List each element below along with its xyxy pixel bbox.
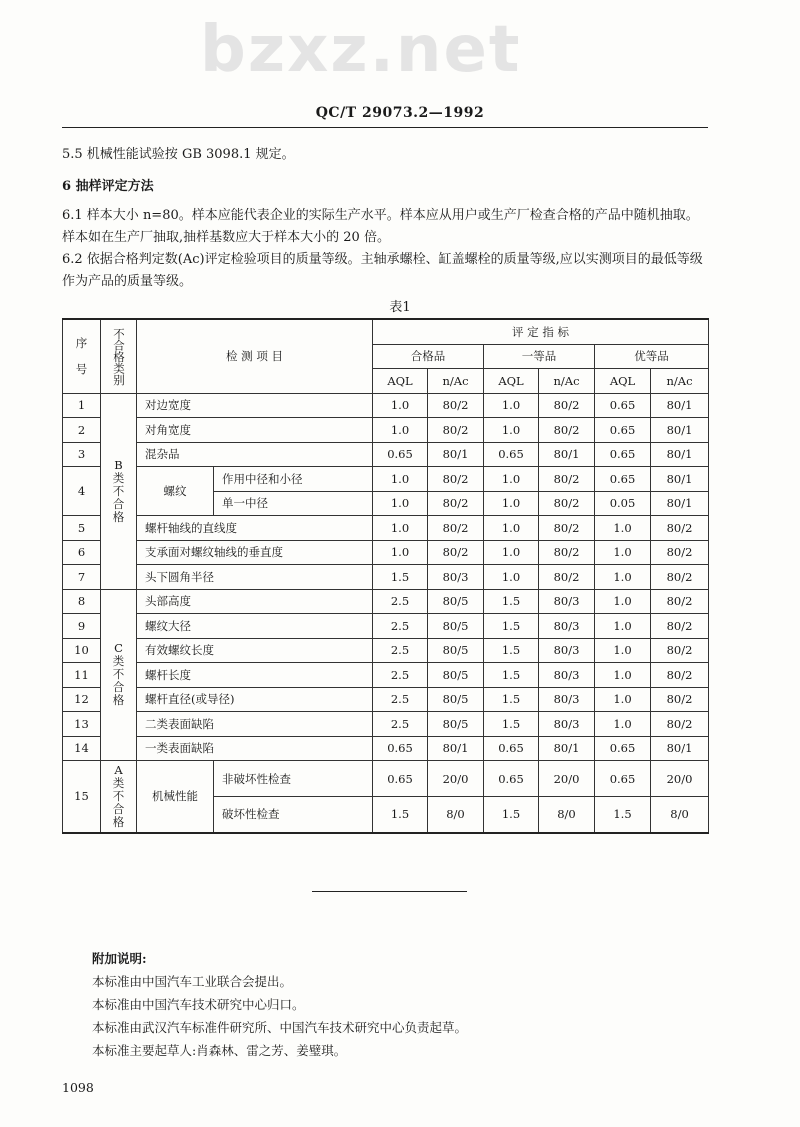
aql-value: 0.05 xyxy=(595,491,651,516)
nac-value: 80/3 xyxy=(428,565,484,590)
nac-value: 80/3 xyxy=(539,638,595,663)
row-number: 14 xyxy=(63,736,101,761)
nac-value: 80/1 xyxy=(651,393,709,418)
table-row xyxy=(63,614,709,639)
aql-value: 1.0 xyxy=(484,467,539,492)
row-number: 7 xyxy=(63,565,101,590)
aql-value: 2.5 xyxy=(373,638,428,663)
aql-value: 1.5 xyxy=(484,687,539,712)
header-item: 检 测 项 目 xyxy=(137,319,373,393)
aql-value: 2.5 xyxy=(373,712,428,737)
row-number: 15 xyxy=(63,761,101,833)
row-number: 1 xyxy=(63,393,101,418)
item-name: 作用中径和小径 xyxy=(214,467,373,492)
aql-value: 1.0 xyxy=(595,516,651,541)
nac-value: 80/1 xyxy=(651,442,709,467)
nac-value: 80/2 xyxy=(651,540,709,565)
aql-value: 0.65 xyxy=(595,418,651,443)
nac-value: 80/2 xyxy=(428,516,484,541)
header-nac: n/Ac xyxy=(539,369,595,394)
header-aql: AQL xyxy=(373,369,428,394)
note-line: 本标准主要起草人:肖森林、雷之芳、姜璧琪。 xyxy=(92,1043,347,1058)
aql-value: 0.65 xyxy=(595,761,651,797)
table-row xyxy=(63,589,709,614)
aql-value: 1.0 xyxy=(595,589,651,614)
aql-value: 1.0 xyxy=(595,663,651,688)
nac-value: 80/2 xyxy=(428,467,484,492)
aql-value: 1.0 xyxy=(595,712,651,737)
table-row xyxy=(63,442,709,467)
table-row xyxy=(63,712,709,737)
header-grade: 合格品 xyxy=(373,344,484,369)
nac-value: 80/2 xyxy=(651,565,709,590)
aql-value: 1.0 xyxy=(373,467,428,492)
clause-5-5: 5.5 机械性能试验按 GB 3098.1 规定。 xyxy=(62,147,295,162)
item-name: 螺杆长度 xyxy=(137,663,373,688)
section-6-heading: 6 抽样评定方法 xyxy=(62,179,154,194)
nac-value: 80/2 xyxy=(539,393,595,418)
aql-value: 1.0 xyxy=(373,491,428,516)
row-number: 6 xyxy=(63,540,101,565)
nac-value: 80/2 xyxy=(651,614,709,639)
aql-value: 1.0 xyxy=(595,540,651,565)
item-name: 螺纹大径 xyxy=(137,614,373,639)
aql-value: 1.5 xyxy=(484,614,539,639)
aql-value: 1.5 xyxy=(484,712,539,737)
note-line: 本标准由武汉汽车标准件研究所、中国汽车技术研究中心负责起草。 xyxy=(92,1020,468,1035)
clause-6-1: 6.1 样本大小 n=80。样本应能代表企业的实际生产水平。样本应从用户或生产厂检查合格的产品中随机抽取。样本如在生产厂抽取,抽样基数应大于样本大小的 20 倍。 xyxy=(62,208,699,245)
aql-value: 1.0 xyxy=(373,393,428,418)
row-number: 2 xyxy=(63,418,101,443)
aql-value: 2.5 xyxy=(373,687,428,712)
table-row xyxy=(63,467,709,492)
aql-value: 1.5 xyxy=(484,638,539,663)
aql-value: 1.0 xyxy=(595,687,651,712)
row-number: 3 xyxy=(63,442,101,467)
aql-value: 1.0 xyxy=(595,638,651,663)
aql-value: 1.0 xyxy=(373,418,428,443)
item-name: 二类表面缺陷 xyxy=(137,712,373,737)
row-number: 12 xyxy=(63,687,101,712)
nac-value: 80/2 xyxy=(651,638,709,663)
nac-value: 80/2 xyxy=(651,687,709,712)
item-name: 破坏性检查 xyxy=(214,797,373,833)
aql-value: 1.0 xyxy=(484,418,539,443)
aql-value: 0.65 xyxy=(595,393,651,418)
nac-value: 80/2 xyxy=(539,418,595,443)
category-label: C 类 不 合 格 xyxy=(101,589,137,761)
category-label: A 类 不 合 格 xyxy=(101,761,137,833)
aql-value: 1.5 xyxy=(484,663,539,688)
aql-value: 1.0 xyxy=(484,491,539,516)
nac-value: 80/1 xyxy=(651,418,709,443)
table-row xyxy=(63,516,709,541)
header-nac: n/Ac xyxy=(428,369,484,394)
aql-value: 1.5 xyxy=(484,797,539,833)
nac-value: 80/2 xyxy=(539,565,595,590)
nac-value: 80/2 xyxy=(651,712,709,737)
aql-value: 1.0 xyxy=(373,540,428,565)
header-seq: 序 号 xyxy=(63,319,101,393)
aql-value: 2.5 xyxy=(373,589,428,614)
nac-value: 80/1 xyxy=(651,467,709,492)
row-number: 8 xyxy=(63,589,101,614)
nac-value: 20/0 xyxy=(539,761,595,797)
nac-value: 80/1 xyxy=(539,442,595,467)
nac-value: 80/3 xyxy=(539,589,595,614)
item-name: 对角宽度 xyxy=(137,418,373,443)
item-name: 头下圆角半径 xyxy=(137,565,373,590)
item-name: 单一中径 xyxy=(214,491,373,516)
aql-value: 1.5 xyxy=(484,589,539,614)
aql-value: 1.5 xyxy=(595,797,651,833)
aql-value: 0.65 xyxy=(484,761,539,797)
nac-value: 8/0 xyxy=(539,797,595,833)
aql-value: 1.0 xyxy=(373,516,428,541)
table-caption: 表1 xyxy=(389,300,411,315)
item-group: 机械性能 xyxy=(137,761,214,833)
sampling-table xyxy=(62,318,709,834)
aql-value: 1.0 xyxy=(595,565,651,590)
nac-value: 80/3 xyxy=(539,614,595,639)
item-name: 有效螺纹长度 xyxy=(137,638,373,663)
nac-value: 80/1 xyxy=(428,736,484,761)
aql-value: 0.65 xyxy=(373,442,428,467)
note-line: 本标准由中国汽车工业联合会提出。 xyxy=(92,974,293,989)
nac-value: 8/0 xyxy=(428,797,484,833)
table-row xyxy=(63,736,709,761)
aql-value: 0.65 xyxy=(373,736,428,761)
aql-value: 0.65 xyxy=(484,442,539,467)
aql-value: 0.65 xyxy=(595,736,651,761)
row-number: 13 xyxy=(63,712,101,737)
header-grade: 一等品 xyxy=(484,344,595,369)
table-row xyxy=(63,418,709,443)
aql-value: 2.5 xyxy=(373,614,428,639)
nac-value: 80/5 xyxy=(428,589,484,614)
row-number: 10 xyxy=(63,638,101,663)
nac-value: 80/2 xyxy=(539,467,595,492)
row-number: 9 xyxy=(63,614,101,639)
row-number: 11 xyxy=(63,663,101,688)
category-label: B 类 不 合 格 xyxy=(101,393,137,589)
item-name: 头部高度 xyxy=(137,589,373,614)
item-name: 支承面对螺纹轴线的垂直度 xyxy=(137,540,373,565)
nac-value: 80/5 xyxy=(428,663,484,688)
table-row xyxy=(63,540,709,565)
table-row xyxy=(63,663,709,688)
nac-value: 80/2 xyxy=(651,663,709,688)
item-name: 对边宽度 xyxy=(137,393,373,418)
nac-value: 80/2 xyxy=(428,393,484,418)
nac-value: 20/0 xyxy=(651,761,709,797)
nac-value: 20/0 xyxy=(428,761,484,797)
aql-value: 1.5 xyxy=(373,797,428,833)
page-number: 1098 xyxy=(62,1080,94,1095)
nac-value: 80/2 xyxy=(428,418,484,443)
header-evaluation: 评 定 指 标 xyxy=(373,319,709,344)
standard-number: QC/T 29073.2—1992 xyxy=(315,105,485,121)
aql-value: 2.5 xyxy=(373,663,428,688)
notes-title: 附加说明: xyxy=(92,951,147,966)
table-row xyxy=(63,565,709,590)
header-rule xyxy=(62,127,708,128)
item-name: 一类表面缺陷 xyxy=(137,736,373,761)
nac-value: 80/3 xyxy=(539,687,595,712)
aql-value: 1.0 xyxy=(484,565,539,590)
aql-value: 1.0 xyxy=(484,516,539,541)
nac-value: 80/2 xyxy=(651,589,709,614)
item-group: 螺纹 xyxy=(137,467,214,516)
table-row xyxy=(63,393,709,418)
row-number: 5 xyxy=(63,516,101,541)
nac-value: 80/5 xyxy=(428,687,484,712)
nac-value: 8/0 xyxy=(651,797,709,833)
table-row xyxy=(63,761,709,797)
watermark: bzxz.net xyxy=(200,13,522,87)
end-rule xyxy=(312,891,467,892)
nac-value: 80/2 xyxy=(539,516,595,541)
nac-value: 80/1 xyxy=(651,491,709,516)
header-aql: AQL xyxy=(484,369,539,394)
item-name: 混杂品 xyxy=(137,442,373,467)
nac-value: 80/1 xyxy=(651,736,709,761)
header-category: 不合格类别 xyxy=(101,319,137,393)
nac-value: 80/3 xyxy=(539,663,595,688)
nac-value: 80/1 xyxy=(428,442,484,467)
nac-value: 80/2 xyxy=(651,516,709,541)
item-name: 螺杆直径(或导径) xyxy=(137,687,373,712)
aql-value: 1.0 xyxy=(484,540,539,565)
note-line: 本标准由中国汽车技术研究中心归口。 xyxy=(92,997,305,1012)
nac-value: 80/2 xyxy=(428,491,484,516)
nac-value: 80/2 xyxy=(539,540,595,565)
row-number: 4 xyxy=(63,467,101,516)
table-row xyxy=(63,687,709,712)
aql-value: 1.0 xyxy=(595,614,651,639)
table-row xyxy=(63,638,709,663)
nac-value: 80/5 xyxy=(428,614,484,639)
aql-value: 0.65 xyxy=(484,736,539,761)
header-grade: 优等品 xyxy=(595,344,709,369)
nac-value: 80/3 xyxy=(539,712,595,737)
item-name: 非破坏性检查 xyxy=(214,761,373,797)
nac-value: 80/1 xyxy=(539,736,595,761)
aql-value: 0.65 xyxy=(373,761,428,797)
clause-6-2: 6.2 依据合格判定数(Ac)评定检验项目的质量等级。主轴承螺栓、缸盖螺栓的质量等级,应以实测项目的最低等级作为产品的质量等级。 xyxy=(62,252,703,289)
nac-value: 80/5 xyxy=(428,712,484,737)
header-aql: AQL xyxy=(595,369,651,394)
aql-value: 1.0 xyxy=(484,393,539,418)
nac-value: 80/2 xyxy=(428,540,484,565)
item-name: 螺杆轴线的直线度 xyxy=(137,516,373,541)
header-nac: n/Ac xyxy=(651,369,709,394)
nac-value: 80/5 xyxy=(428,638,484,663)
nac-value: 80/2 xyxy=(539,491,595,516)
aql-value: 0.65 xyxy=(595,467,651,492)
aql-value: 0.65 xyxy=(595,442,651,467)
aql-value: 1.5 xyxy=(373,565,428,590)
